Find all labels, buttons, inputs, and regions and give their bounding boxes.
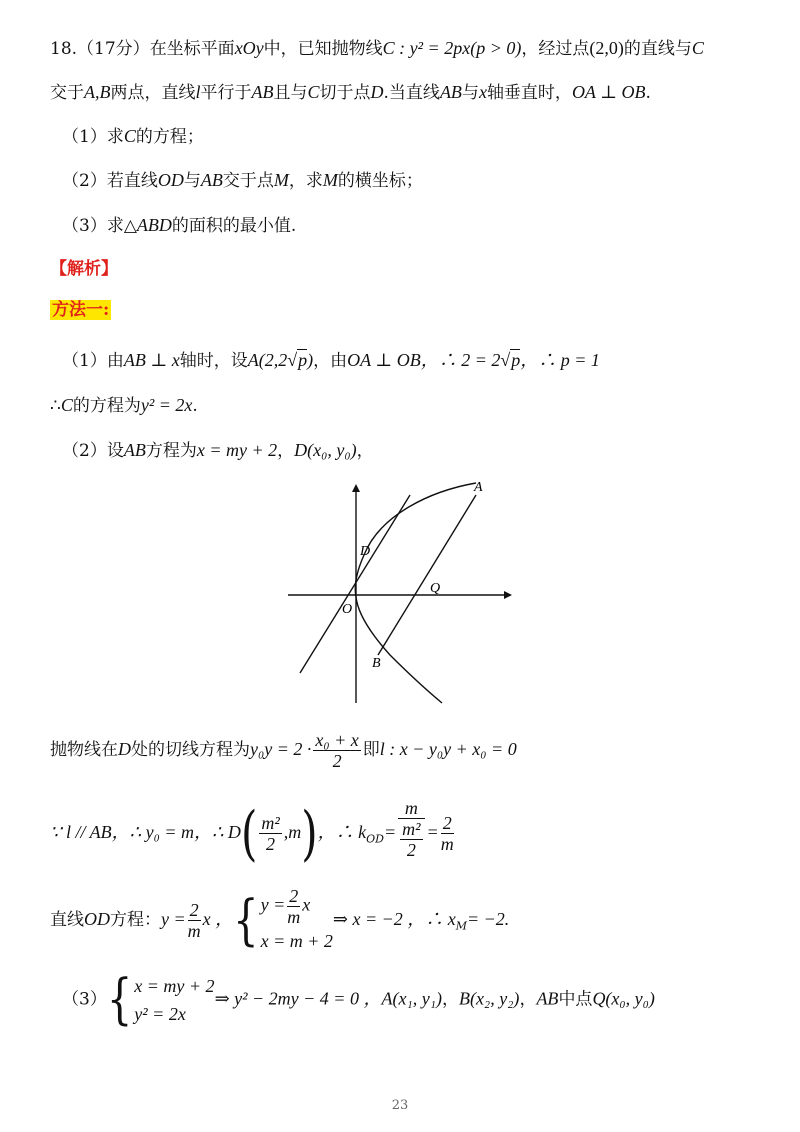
od-line-equation: 直线OD方程：y = $\frac{2}{m}$ x ，{ y = $\frac{2}{m}$ x x = m + 2 ⇒ x = −2 ，∴ $x_M= -2$. xyxy=(50,886,510,952)
method-label: 方法一: xyxy=(52,300,110,320)
solution-2-line-1: （2）设AB方程为x = my + 2，D(x₀, y₀)， xyxy=(62,440,374,461)
chord-ab xyxy=(378,495,476,655)
solution-1-line-2: ∴C的方程为y² = 2x. xyxy=(50,395,198,416)
page-number: 23 xyxy=(391,1098,409,1113)
label-a: A xyxy=(474,480,483,495)
label-d: D xyxy=(360,544,371,559)
solution-3-line-1: （3）{ x = my + 2 y² = 2x ⇒ y² − 2my − 4 = 0 ，A(x₁, y₁)，B(x₂, y₂)，AB中点Q(x₀, y₀) xyxy=(62,968,655,1032)
parabola-equation: C : y² = 2px(p > 0) xyxy=(382,38,522,58)
question-3: （3）求△ABD的面积的最小值. xyxy=(62,215,297,236)
tangent-equation: 抛物线在D处的切线方程为y₀y = 2 · $\frac{\text{x₀ + x}}{2}$ 即l : x − y₀y + x₀ = 0 xyxy=(50,730,517,771)
problem-line-1: 18.（17分）在坐标平面xOy中，已知抛物线C : y² = 2px(p > 0)，经过点(2,0)的直线与C xyxy=(50,38,704,59)
problem-line-2: 交于A,B两点，直线l平行于AB且与C切于点D.当直线AB与x轴垂直时，OA ⊥ OB. xyxy=(50,82,651,103)
label-o: O xyxy=(342,602,353,617)
parallel-derivation: ∵ l // AB，∴ y₀ = m，∴ D( $\frac{\text{m²}}{2}$ ,m)，∴ $k_{OD}=$ m m² 2 = $\frac{2}{m}$ xyxy=(50,798,454,868)
tangent-line-l xyxy=(300,495,410,673)
y-axis-arrow xyxy=(352,484,360,492)
label-b: B xyxy=(372,656,381,671)
analysis-label: 【解析】 xyxy=(50,259,118,279)
label-q: Q xyxy=(430,581,441,596)
x-axis-arrow xyxy=(504,591,512,599)
parabola-figure xyxy=(280,475,520,710)
question-2: （2）若直线OD与AB交于点M，求M的横坐标； xyxy=(62,170,423,191)
solution-1-line-1: （1）由AB ⊥ x轴时，设A(2,2√p)，由OA ⊥ OB，∴ 2 = 2√p，∴ p = 1 xyxy=(62,350,600,371)
question-1: （1）求C的方程； xyxy=(62,126,204,147)
